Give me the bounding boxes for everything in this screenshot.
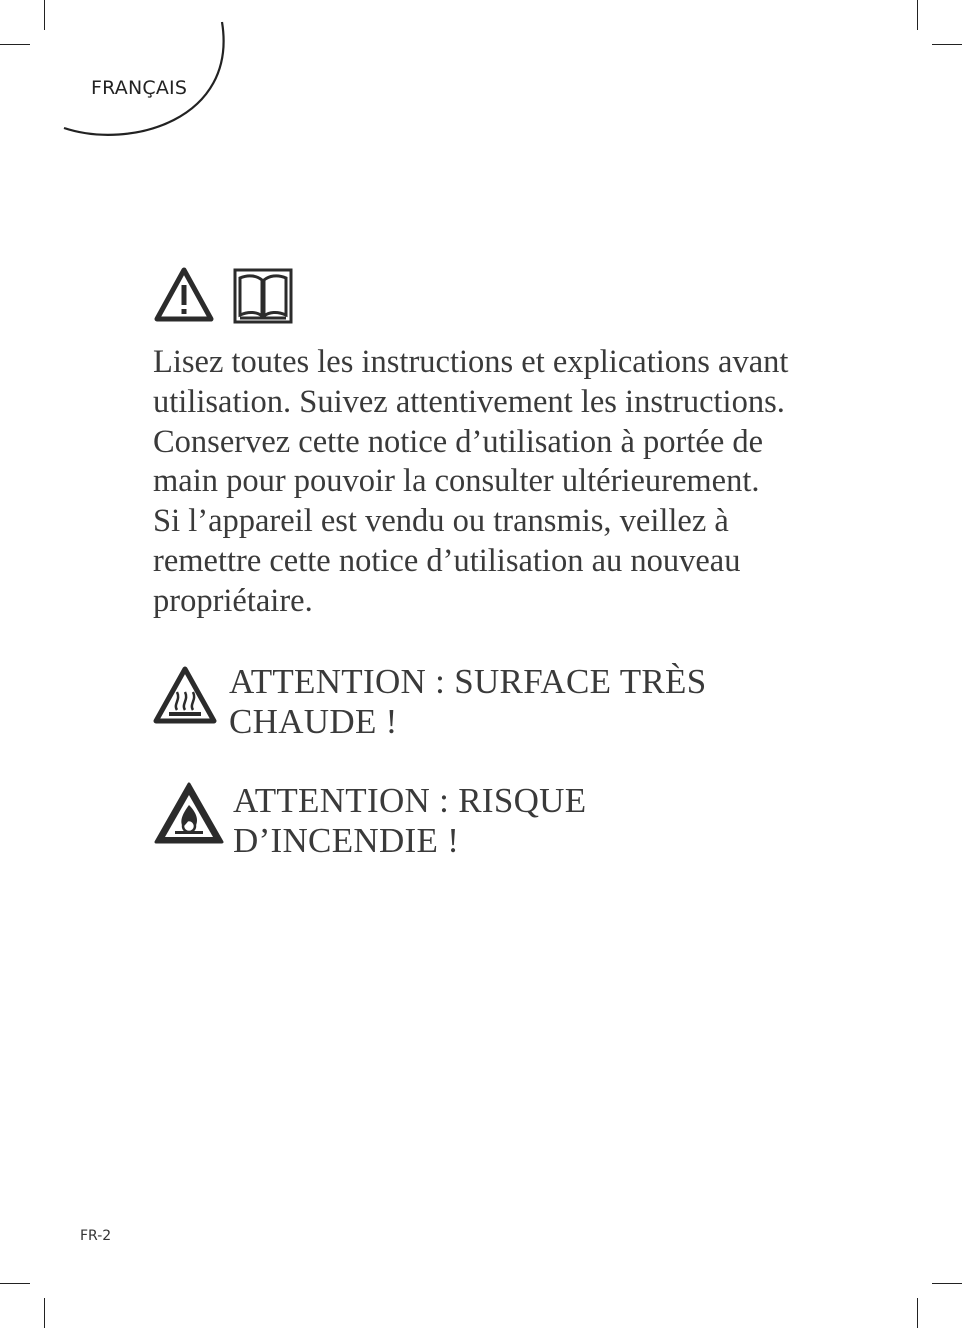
page-number: FR-2 — [80, 1228, 112, 1244]
crop-mark — [932, 1283, 962, 1284]
crop-mark — [917, 1298, 918, 1328]
crop-mark — [917, 0, 918, 30]
intro-line: Si l’appareil est vendu ou transmis, veillez à — [153, 503, 729, 540]
crop-mark — [0, 1283, 30, 1284]
crop-mark — [44, 1298, 45, 1328]
intro-line: main pour pouvoir la consulter ultérieurement. — [153, 463, 760, 500]
intro-line: remettre cette notice d’utilisation au nouveau — [153, 542, 741, 579]
manual-book-icon — [233, 268, 293, 329]
intro-icons — [153, 266, 293, 329]
intro-line: Lisez toutes les instructions et explications avant — [153, 344, 789, 380]
intro-line: Conservez cette notice d’utilisation à portée de — [153, 423, 764, 460]
intro-line: propriétaire. — [153, 582, 313, 619]
warning-line: D’INCENDIE ! — [233, 821, 460, 860]
warning-triangle-icon — [153, 266, 215, 329]
hot-surface-icon — [153, 666, 217, 729]
fire-hazard-icon — [153, 781, 225, 850]
language-tab-arc — [0, 0, 240, 150]
hot-surface-warning — [153, 662, 706, 742]
warning-text — [229, 662, 706, 742]
fire-hazard-warning — [153, 781, 586, 861]
intro-paragraph — [153, 343, 833, 622]
crop-mark — [932, 44, 962, 45]
warning-line: CHAUDE ! — [229, 702, 398, 741]
intro-line: utilisation. Suivez attentivement les instructions. — [153, 383, 785, 420]
language-label: FRANÇAIS — [91, 77, 188, 99]
warning-text — [233, 781, 586, 861]
warning-line: ATTENTION : SURFACE TRÈS — [229, 662, 707, 701]
warning-line: ATTENTION : RISQUE — [233, 781, 587, 820]
